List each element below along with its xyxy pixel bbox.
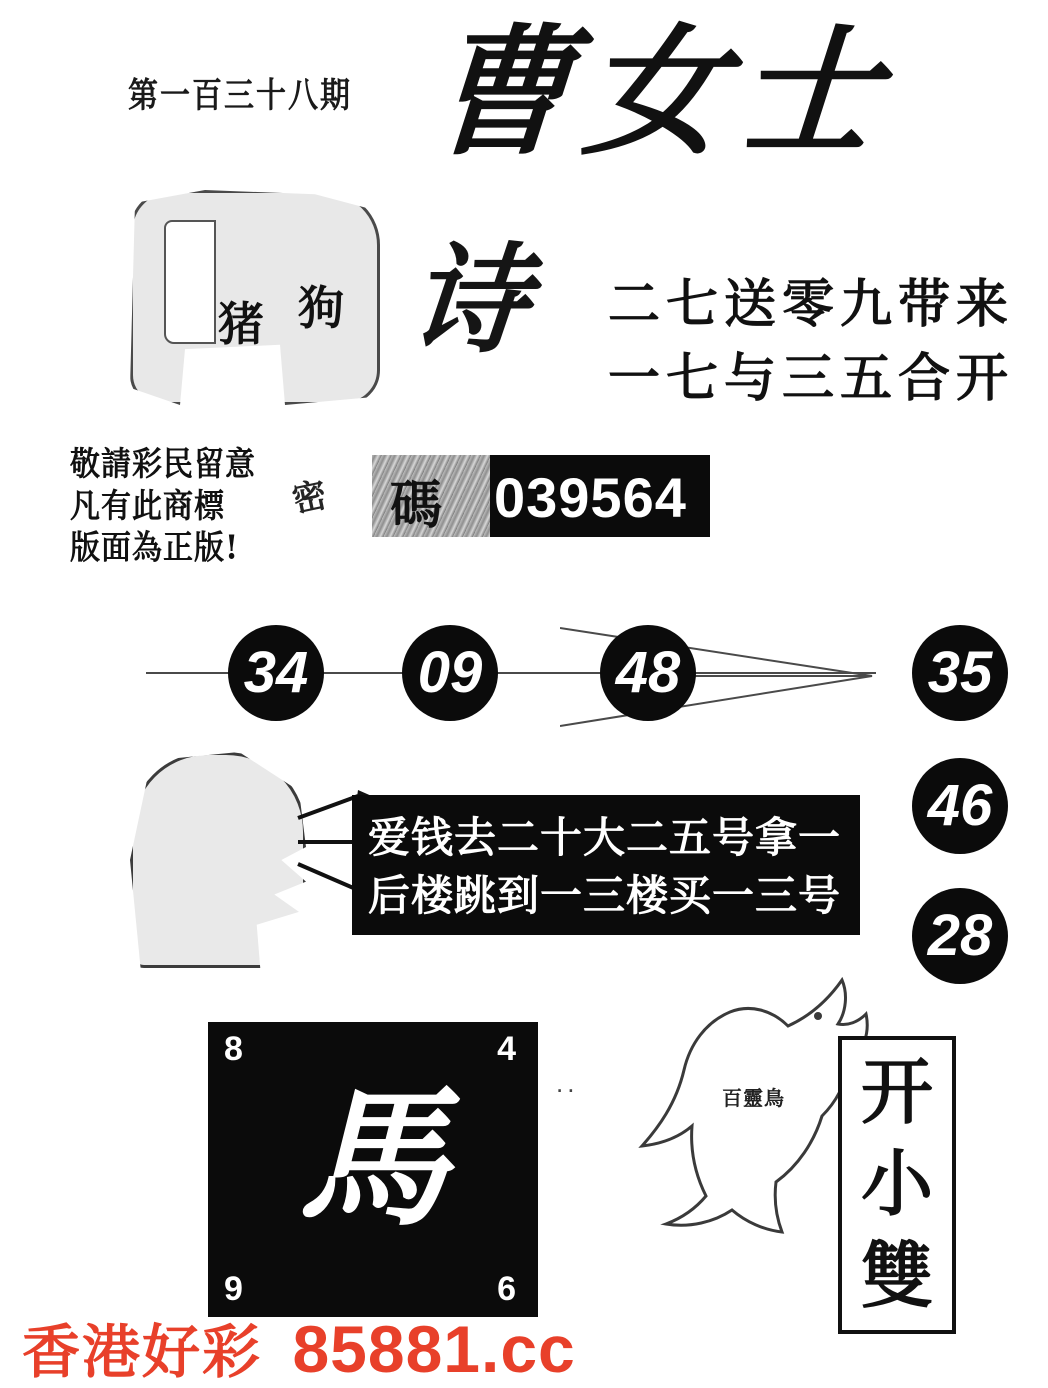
horse-panel-corner-bottom-left: 9 (224, 1270, 243, 1308)
number-ball: 46 (912, 758, 1008, 854)
speech-text (368, 809, 841, 925)
speech-box (352, 795, 860, 935)
authenticity-stamp-icon: 密 (288, 474, 331, 522)
footer-brand: 香港好彩 (22, 1318, 263, 1386)
poem-title: 诗 (403, 230, 535, 369)
horse-panel-corner-top-left: 8 (224, 1030, 243, 1068)
notice-line-2: 凡有此商標 (70, 487, 225, 526)
dove-label: 百靈鳥 (722, 1086, 785, 1110)
code-bar-digits: 039564 (494, 466, 687, 529)
horse-panel (208, 1022, 538, 1317)
head-silhouette-icon (130, 752, 306, 968)
footer (22, 1305, 576, 1388)
vertical-result-box (838, 1036, 956, 1334)
horse-panel-glyph: 馬 (297, 1071, 448, 1247)
notice-line-3: 版面為正版! (70, 529, 240, 568)
dot-separator: .. (556, 1068, 579, 1098)
number-ball: 34 (228, 625, 324, 721)
poem-line-1: 二七送零九带来 (608, 274, 1015, 335)
speech-line-1: 爱钱去二十大二五号拿一 (368, 813, 842, 862)
number-ball: 09 (402, 625, 498, 721)
horse-panel-corner-top-right: 4 (497, 1030, 516, 1068)
speech-line-2: 后楼跳到一三楼买一三号 (368, 871, 842, 920)
footer-site: 85881.cc (292, 1312, 576, 1386)
code-bar (372, 455, 710, 537)
poem-line-2: 一七与三五合开 (608, 348, 1015, 409)
masthead-title: 曹女士 (424, 11, 899, 175)
zodiac-animal-2: 狗 (298, 281, 344, 335)
zodiac-animal-1: 猪 (218, 297, 264, 351)
vertical-result-text: 开小雙 (860, 1049, 933, 1318)
horse-panel-corner-bottom-right: 6 (497, 1270, 516, 1308)
issue-label: 第一百三十八期 (128, 75, 352, 117)
zodiac-plaque-notch (164, 220, 216, 344)
poem-body (608, 268, 1014, 416)
notice-block (70, 444, 256, 569)
notice-line-1: 敬請彩民留意 (70, 445, 256, 484)
number-ball: 28 (912, 888, 1008, 984)
code-bar-label: 碼 (390, 475, 443, 536)
number-ball: 48 (600, 625, 696, 721)
number-ball: 35 (912, 625, 1008, 721)
